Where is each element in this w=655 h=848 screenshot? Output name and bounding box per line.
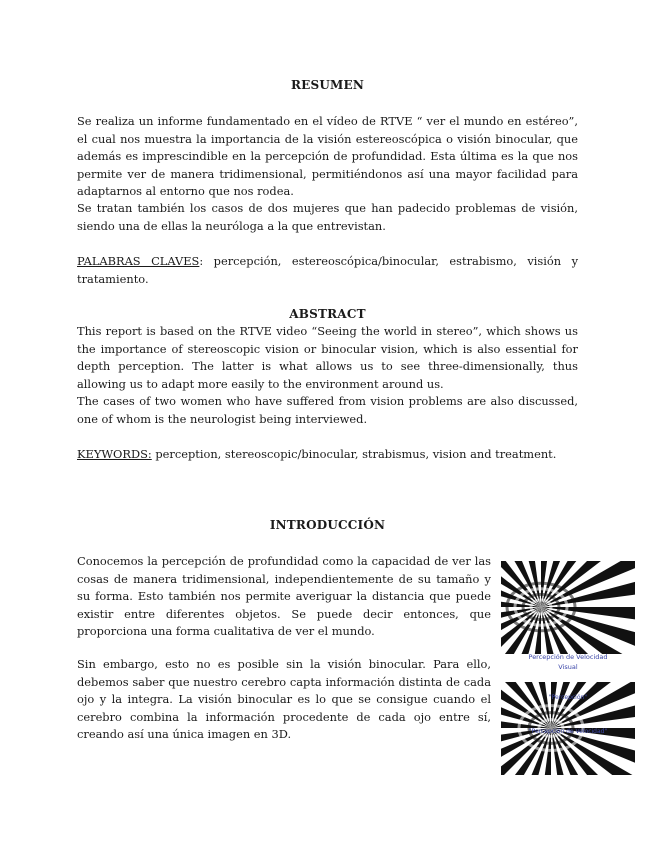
keywords-text: perception, stereoscopic/binocular, strabismus, vision and treatment.	[151, 447, 557, 461]
palabras-claves-text: : percepción, estereoscópica/binocular, estrabismo, visión y tratamiento.	[77, 254, 579, 286]
optical-illusion-image-2	[501, 682, 635, 775]
radial-stripes-graphic	[501, 561, 635, 654]
resumen-paragraph-2-text: Se tratan también los casos de dos mujeres que han padecido problemas de visión, siendo una de ellas la neuróloga a la que entrevistan.	[77, 201, 578, 233]
abstract-paragraph-1	[77, 323, 578, 393]
resumen-paragraph-1	[77, 113, 578, 201]
figure-overlay-label-bottom: "Percepción de Velocidad"	[528, 728, 608, 735]
keywords-label: KEYWORDS:	[77, 447, 152, 461]
abstract-heading: ABSTRACT	[289, 307, 366, 321]
resumen-paragraph-2	[77, 200, 578, 235]
introduccion-paragraph-1-text: Conocemos la percepción de profundidad como la capacidad de ver las cosas de manera tridimensional, independientemente de su tamaño y su forma. Esto también nos permite averiguar la distancia que puede existir entre diferentes objetos. Se puede decir entonces, que proporciona una forma cualitativa de ver el mundo.	[77, 554, 491, 638]
introduccion-paragraph-2	[77, 656, 491, 744]
figure-caption-line-2: Visual	[558, 663, 578, 671]
optical-illusion-image-1	[501, 561, 635, 654]
introduccion-heading: INTRODUCCIÓN	[269, 518, 386, 532]
abstract-paragraph-1-text: This report is based on the RTVE video “Seeing the world in stereo”, which shows us the importance of stereoscopic vision or binocular vision, which is also essential for depth perception. The latter is what allows us to see three-dimensionally, thus allowing us to adapt more easily to the environment around us.	[77, 324, 578, 391]
figure-overlay-label-top: "Percepción"	[548, 694, 588, 701]
palabras-claves-label: PALABRAS CLAVES	[77, 254, 200, 268]
figure-caption	[501, 652, 635, 672]
resumen-keywords	[77, 253, 578, 288]
introduccion-paragraph-2-text: Sin embargo, esto no es posible sin la visión binocular. Para ello, debemos saber que nuestro cerebro capta información distinta de cada ojo y la integra. La visión binocular es lo que se consigue cuando el cerebro combina la información procedente de cada ojo entre sí, creando así una única imagen en 3D.	[77, 657, 491, 741]
resumen-paragraph-1-text: Se realiza un informe fundamentado en el vídeo de RTVE “ ver el mundo en estéreo”, el cual nos muestra la importancia de la visión estereoscópica o visión binocular, que además es imprescindible en la percepción de profundidad. Esta última es la que nos permite ver de manera tridimensional, permitiéndonos así una mayor facilidad para adaptarnos al entorno que nos rodea.	[77, 114, 578, 198]
introduccion-paragraph-1	[77, 553, 491, 641]
abstract-paragraph-2	[77, 393, 578, 428]
figure-caption-line-1: Percepción de Velocidad	[528, 653, 608, 661]
abstract-paragraph-2-text: The cases of two women who have suffered from vision problems are also discussed, one of whom is the neurologist being interviewed.	[77, 394, 578, 426]
abstract-keywords	[77, 446, 578, 464]
resumen-heading: RESUMEN	[290, 78, 365, 92]
